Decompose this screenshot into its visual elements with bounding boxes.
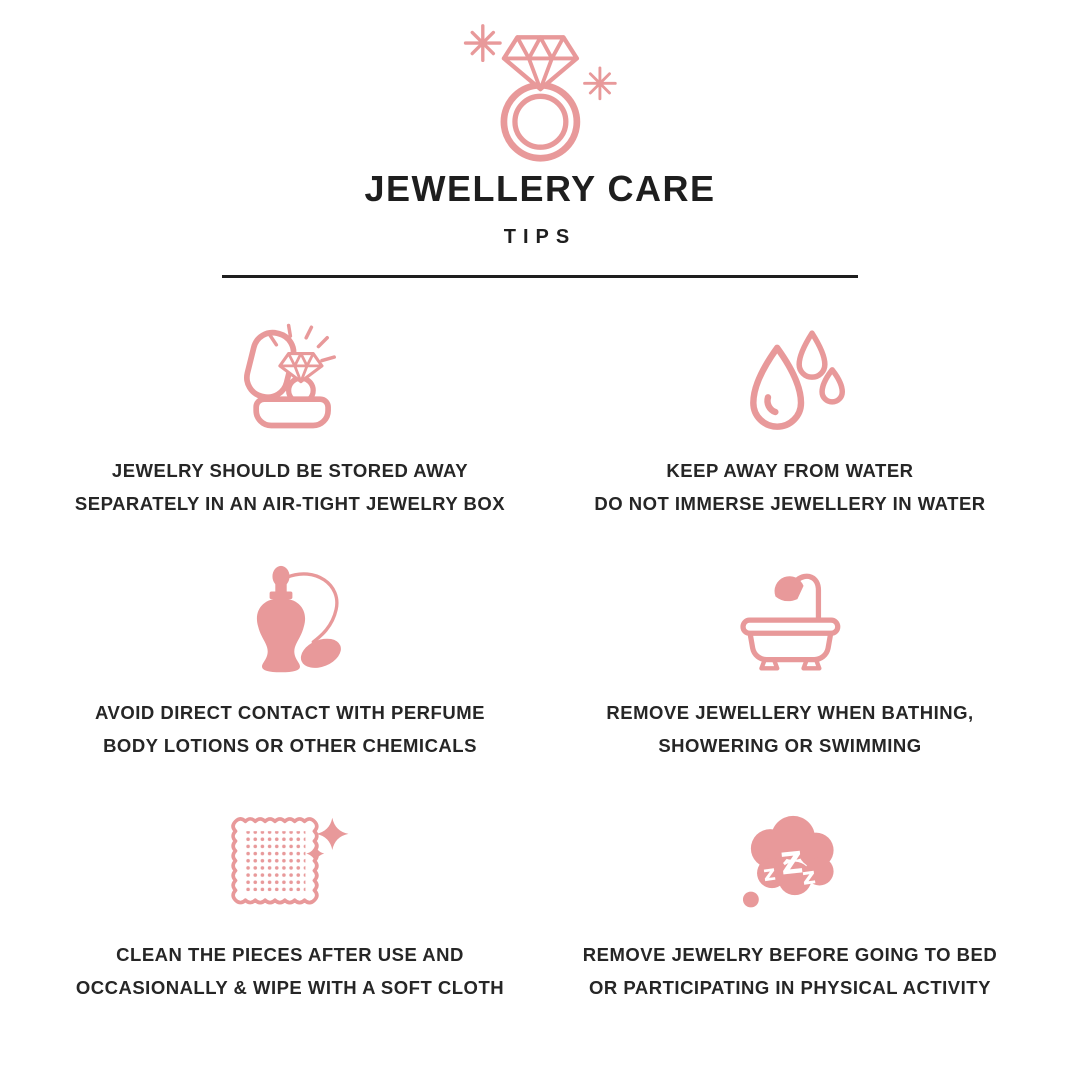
tip-caption-line1: REMOVE JEWELRY BEFORE GOING TO BED [582, 944, 998, 965]
sleep-cloud-icon [728, 808, 851, 918]
sparkle-icon [584, 68, 615, 99]
tip-caption [76, 938, 504, 1004]
bathtub-shower-icon [729, 564, 852, 678]
tip-caption [606, 696, 973, 762]
ring-box-icon [229, 322, 352, 436]
sparkle-icon [465, 26, 500, 61]
tip-caption-line1: REMOVE JEWELLERY WHEN BATHING, [606, 702, 974, 723]
page-title: JEWELLERY CARE [364, 168, 716, 209]
polishing-cloth-icon [223, 807, 357, 919]
tip-caption-line1: KEEP AWAY FROM WATER [666, 460, 914, 481]
tip-caption-line2: SHOWERING OR SWIMMING [658, 735, 922, 756]
tip-caption-line2: SEPARATELY IN AN AIR-TIGHT JEWELRY BOX [74, 493, 506, 514]
tip-caption-line1: AVOID DIRECT CONTACT WITH PERFUME [95, 702, 485, 723]
tip-caption-line1: CLEAN THE PIECES AFTER USE AND [116, 944, 464, 965]
diamond-ring-icon [454, 20, 627, 164]
zzz-letter: z [800, 863, 818, 891]
tip-keep-away-from-water [540, 278, 1040, 520]
tip-caption [583, 938, 997, 1004]
tip-caption [75, 454, 505, 520]
zzz-letter: z [761, 859, 778, 887]
page-subtitle: TIPS [503, 226, 577, 248]
poster-header [0, 0, 1080, 278]
tip-remove-before-bed [540, 762, 1040, 1004]
tip-remove-when-bathing [540, 520, 1040, 762]
tip-store-in-box [40, 278, 540, 520]
zzz-letter: Z [779, 845, 805, 883]
tips-grid [40, 278, 1040, 1004]
tip-clean-with-cloth [40, 762, 540, 1004]
tip-caption-line2: OCCASIONALLY & WIPE WITH A SOFT CLOTH [75, 977, 505, 998]
sparkle-icon [316, 818, 348, 850]
water-drops-icon [735, 324, 845, 434]
tip-caption-line2: OR PARTICIPATING IN PHYSICAL ACTIVITY [589, 977, 991, 998]
tip-caption-line2: DO NOT IMMERSE JEWELLERY IN WATER [594, 493, 986, 514]
tip-caption [594, 454, 985, 520]
tip-avoid-perfume [40, 520, 540, 762]
sparkle-icon [306, 845, 324, 863]
tip-caption-line1: JEWELRY SHOULD BE STORED AWAY [111, 460, 469, 481]
tip-caption-line2: BODY LOTIONS OR OTHER CHEMICALS [103, 735, 477, 756]
tip-caption [95, 696, 485, 762]
perfume-atomizer-icon [224, 564, 357, 678]
